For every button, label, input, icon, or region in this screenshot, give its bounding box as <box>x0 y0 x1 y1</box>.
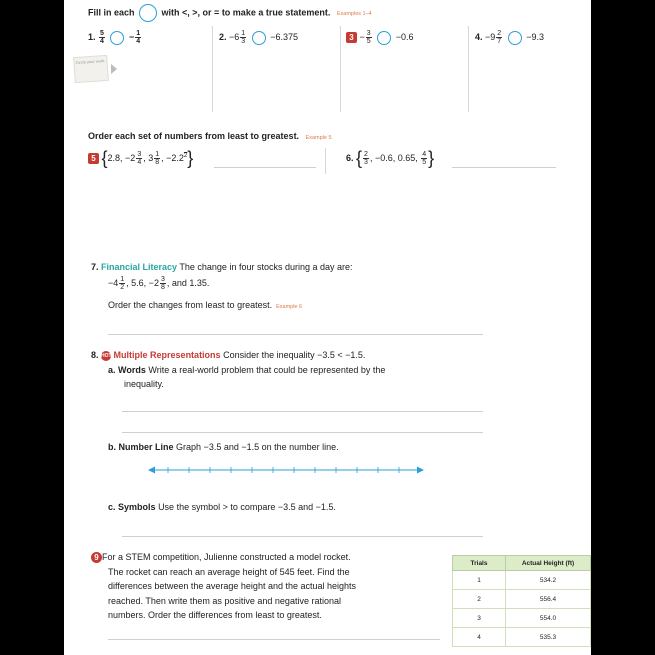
q3-answer-circle[interactable] <box>377 31 391 45</box>
q8b-title: Number Line <box>118 442 174 452</box>
question-6: 6. { $\frac{2}{3}$ , −0.6, 0.65, $\frac{4}{5}$ } <box>346 148 435 168</box>
divider <box>212 26 213 112</box>
instruction-end: with <, >, or = to make a true statement. <box>161 7 331 18</box>
section2-instruction: Order each set of numbers from least to greatest. Example 5 <box>88 131 332 141</box>
q8c-title: Symbols <box>118 502 156 512</box>
q7-order-instruction: Order the changes from least to greatest. Example 6 <box>108 300 303 310</box>
q7-answer-line[interactable] <box>108 334 483 335</box>
q8-title: Multiple Representations <box>113 350 221 360</box>
q3-left-fraction: $\frac{3}{5}$ <box>366 30 371 45</box>
q9-badge: 9 <box>91 552 102 563</box>
right-brace: } <box>187 148 194 168</box>
note-arrow-icon <box>111 64 117 74</box>
q8a-answer-line-1[interactable] <box>122 411 483 412</box>
q2-left-fraction: $\frac{1}{3}$ <box>241 30 246 45</box>
worksheet-page <box>64 0 591 655</box>
hot-badge-icon: HOT <box>101 352 112 359</box>
example-ref: Examples 1–4 <box>336 11 372 18</box>
q4-left-fraction: $\frac{2}{7}$ <box>497 30 502 45</box>
q3-left-sign: − <box>359 31 365 42</box>
table-row: 4 535.3 <box>453 628 591 647</box>
heights-table <box>452 555 591 647</box>
q9-answer-line[interactable] <box>108 639 440 640</box>
q1-left-fraction: $\frac{5}{4}$ <box>100 30 104 45</box>
table-header: Trials <box>453 556 506 571</box>
question-4 <box>475 30 544 45</box>
q8c: c. Symbols Use the symbol > to compare −3.5 and −1.5. <box>108 502 336 512</box>
section1-instruction <box>88 4 372 22</box>
q8a-answer-line-2[interactable] <box>122 432 483 433</box>
answer-circle-icon <box>139 4 157 22</box>
q8a: a. Words Write a real-world problem that could be represented by the <box>108 365 386 375</box>
q3-badge: 3 <box>346 32 357 43</box>
question-2 <box>219 30 298 45</box>
q8c-answer-line[interactable] <box>122 536 483 537</box>
q1-number: 1. <box>88 31 96 42</box>
divider <box>325 148 326 174</box>
q4-right: −9.3 <box>526 31 545 42</box>
question-7: 7. Financial Literacy The change in four stocks during a day are: <box>91 262 353 272</box>
table-header: Actual Height (ft) <box>506 556 591 571</box>
q1-answer-circle[interactable] <box>110 31 124 45</box>
q2-left-whole: −6 <box>229 31 240 42</box>
q4-answer-circle[interactable] <box>508 31 522 45</box>
q3-right: −0.6 <box>395 31 414 42</box>
q6-number: 6. <box>346 152 354 163</box>
q2-answer-circle[interactable] <box>252 31 266 45</box>
q2-right: −6.375 <box>270 31 299 42</box>
q8a-title: Words <box>118 365 146 375</box>
q1-right-sign: − <box>128 31 135 42</box>
q2-number: 2. <box>219 31 227 42</box>
q5-badge: 5 <box>88 153 99 164</box>
q4-number: 4. <box>475 31 483 42</box>
work-note-thumbnail: Circle your work. <box>73 55 109 83</box>
q7-values: −4 $\frac{1}{2}$ , 5.6, −2 $\frac{3}{8}$ , and 1.35. <box>108 276 210 291</box>
question-8: 8. HOT Multiple Representations Consider the inequality −3.5 < −1.5. <box>91 350 366 360</box>
number-line[interactable] <box>148 463 424 477</box>
q8a-text-cont: inequality. <box>124 379 164 389</box>
table-row: 2 556.4 <box>453 590 591 609</box>
question-3 <box>346 30 414 45</box>
divider <box>468 26 469 112</box>
question-9: 9 For a STEM competition, Julienne constructed a model rocket. The rocket can reach an average height of 545 feet. Find the differences between the average height and the actual heights reached. Then write them as positive and negative rational numbers. Order the differences from least to greatest. <box>91 550 356 623</box>
example-ref: Example 5 <box>305 135 332 141</box>
table-row: 1 534.2 <box>453 571 591 590</box>
question-5: 5 {2.8, −2 $\frac{3}{4}$ , 3 $\frac{1}{8}$ , $-2.2^2$} <box>88 148 193 169</box>
example-ref: Example 6 <box>276 304 303 310</box>
q1-right-fraction: $\frac{1}{4}$ <box>136 30 141 45</box>
question-1 <box>88 30 142 45</box>
instruction-start: Fill in each <box>88 7 135 18</box>
q6-answer-line[interactable] <box>452 167 556 168</box>
table-row: 3 554.0 <box>453 609 591 628</box>
q7-title: Financial Literacy <box>101 262 178 272</box>
q5-answer-line[interactable] <box>214 167 316 168</box>
q8b: b. Number Line Graph −3.5 and −1.5 on the number line. <box>108 442 339 452</box>
divider <box>340 26 341 112</box>
q4-left-whole: −9 <box>485 31 496 42</box>
left-brace: { <box>101 148 108 168</box>
